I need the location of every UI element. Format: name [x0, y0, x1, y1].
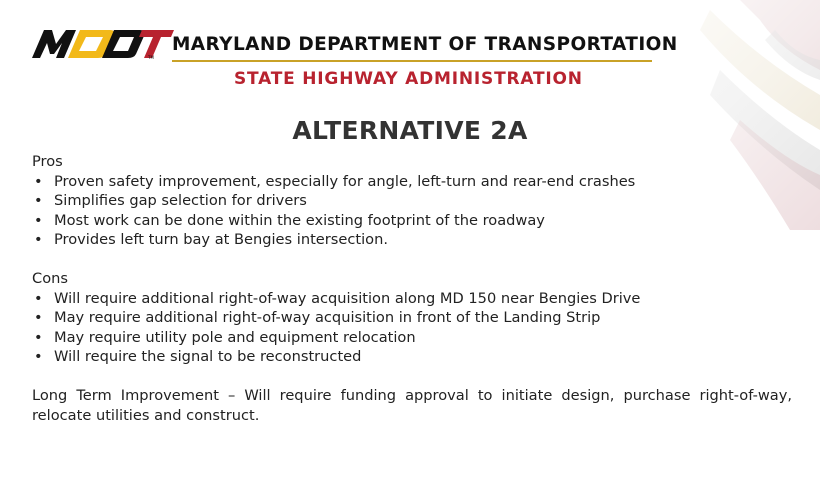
list-item: • May require utility pole and equipment relocation: [34, 328, 416, 346]
bullet-icon: •: [34, 309, 43, 326]
bullet-icon: •: [34, 289, 43, 307]
header-divider: [172, 60, 652, 62]
list-item: • Will require additional right-of-way acquisition along MD 150 near Bengies Drive: [34, 289, 641, 307]
list-item: • Will require the signal to be reconstructed: [34, 348, 362, 365]
svg-text:TM: TM: [148, 55, 154, 60]
sub-agency-name: STATE HIGHWAY ADMINISTRATION: [234, 69, 583, 89]
bullet-icon: •: [34, 348, 43, 365]
bullet-icon: •: [34, 231, 43, 248]
bullet-icon: •: [34, 328, 43, 346]
cons-label: Cons: [32, 270, 68, 287]
bullet-icon: •: [34, 172, 43, 190]
long-term-note: Long Term Improvement – Will require funding approval to initiate design, purchase right-of-way, relocate utilities and construct.: [32, 387, 792, 424]
list-item: • Proven safety improvement, especially for angle, left-turn and rear-end crashes: [34, 172, 636, 190]
list-item: • Simplifies gap selection for drivers: [34, 192, 307, 209]
slide-title: ALTERNATIVE 2A: [292, 116, 528, 145]
cons-list: [32, 289, 792, 367]
bullet-icon: •: [34, 192, 43, 209]
pros-list: [32, 172, 792, 250]
pros-label: Pros: [32, 153, 63, 170]
mdot-logo: [30, 26, 175, 60]
bullet-icon: •: [34, 211, 43, 229]
list-item: • Provides left turn bay at Bengies intersection.: [34, 231, 388, 248]
agency-name: MARYLAND DEPARTMENT OF TRANSPORTATION: [172, 34, 678, 55]
header: [0, 0, 820, 110]
slide-content: [32, 152, 792, 425]
list-item: • Most work can be done within the existing footprint of the roadway: [34, 211, 545, 229]
list-item: • May require additional right-of-way acquisition in front of the Landing Strip: [34, 309, 601, 326]
